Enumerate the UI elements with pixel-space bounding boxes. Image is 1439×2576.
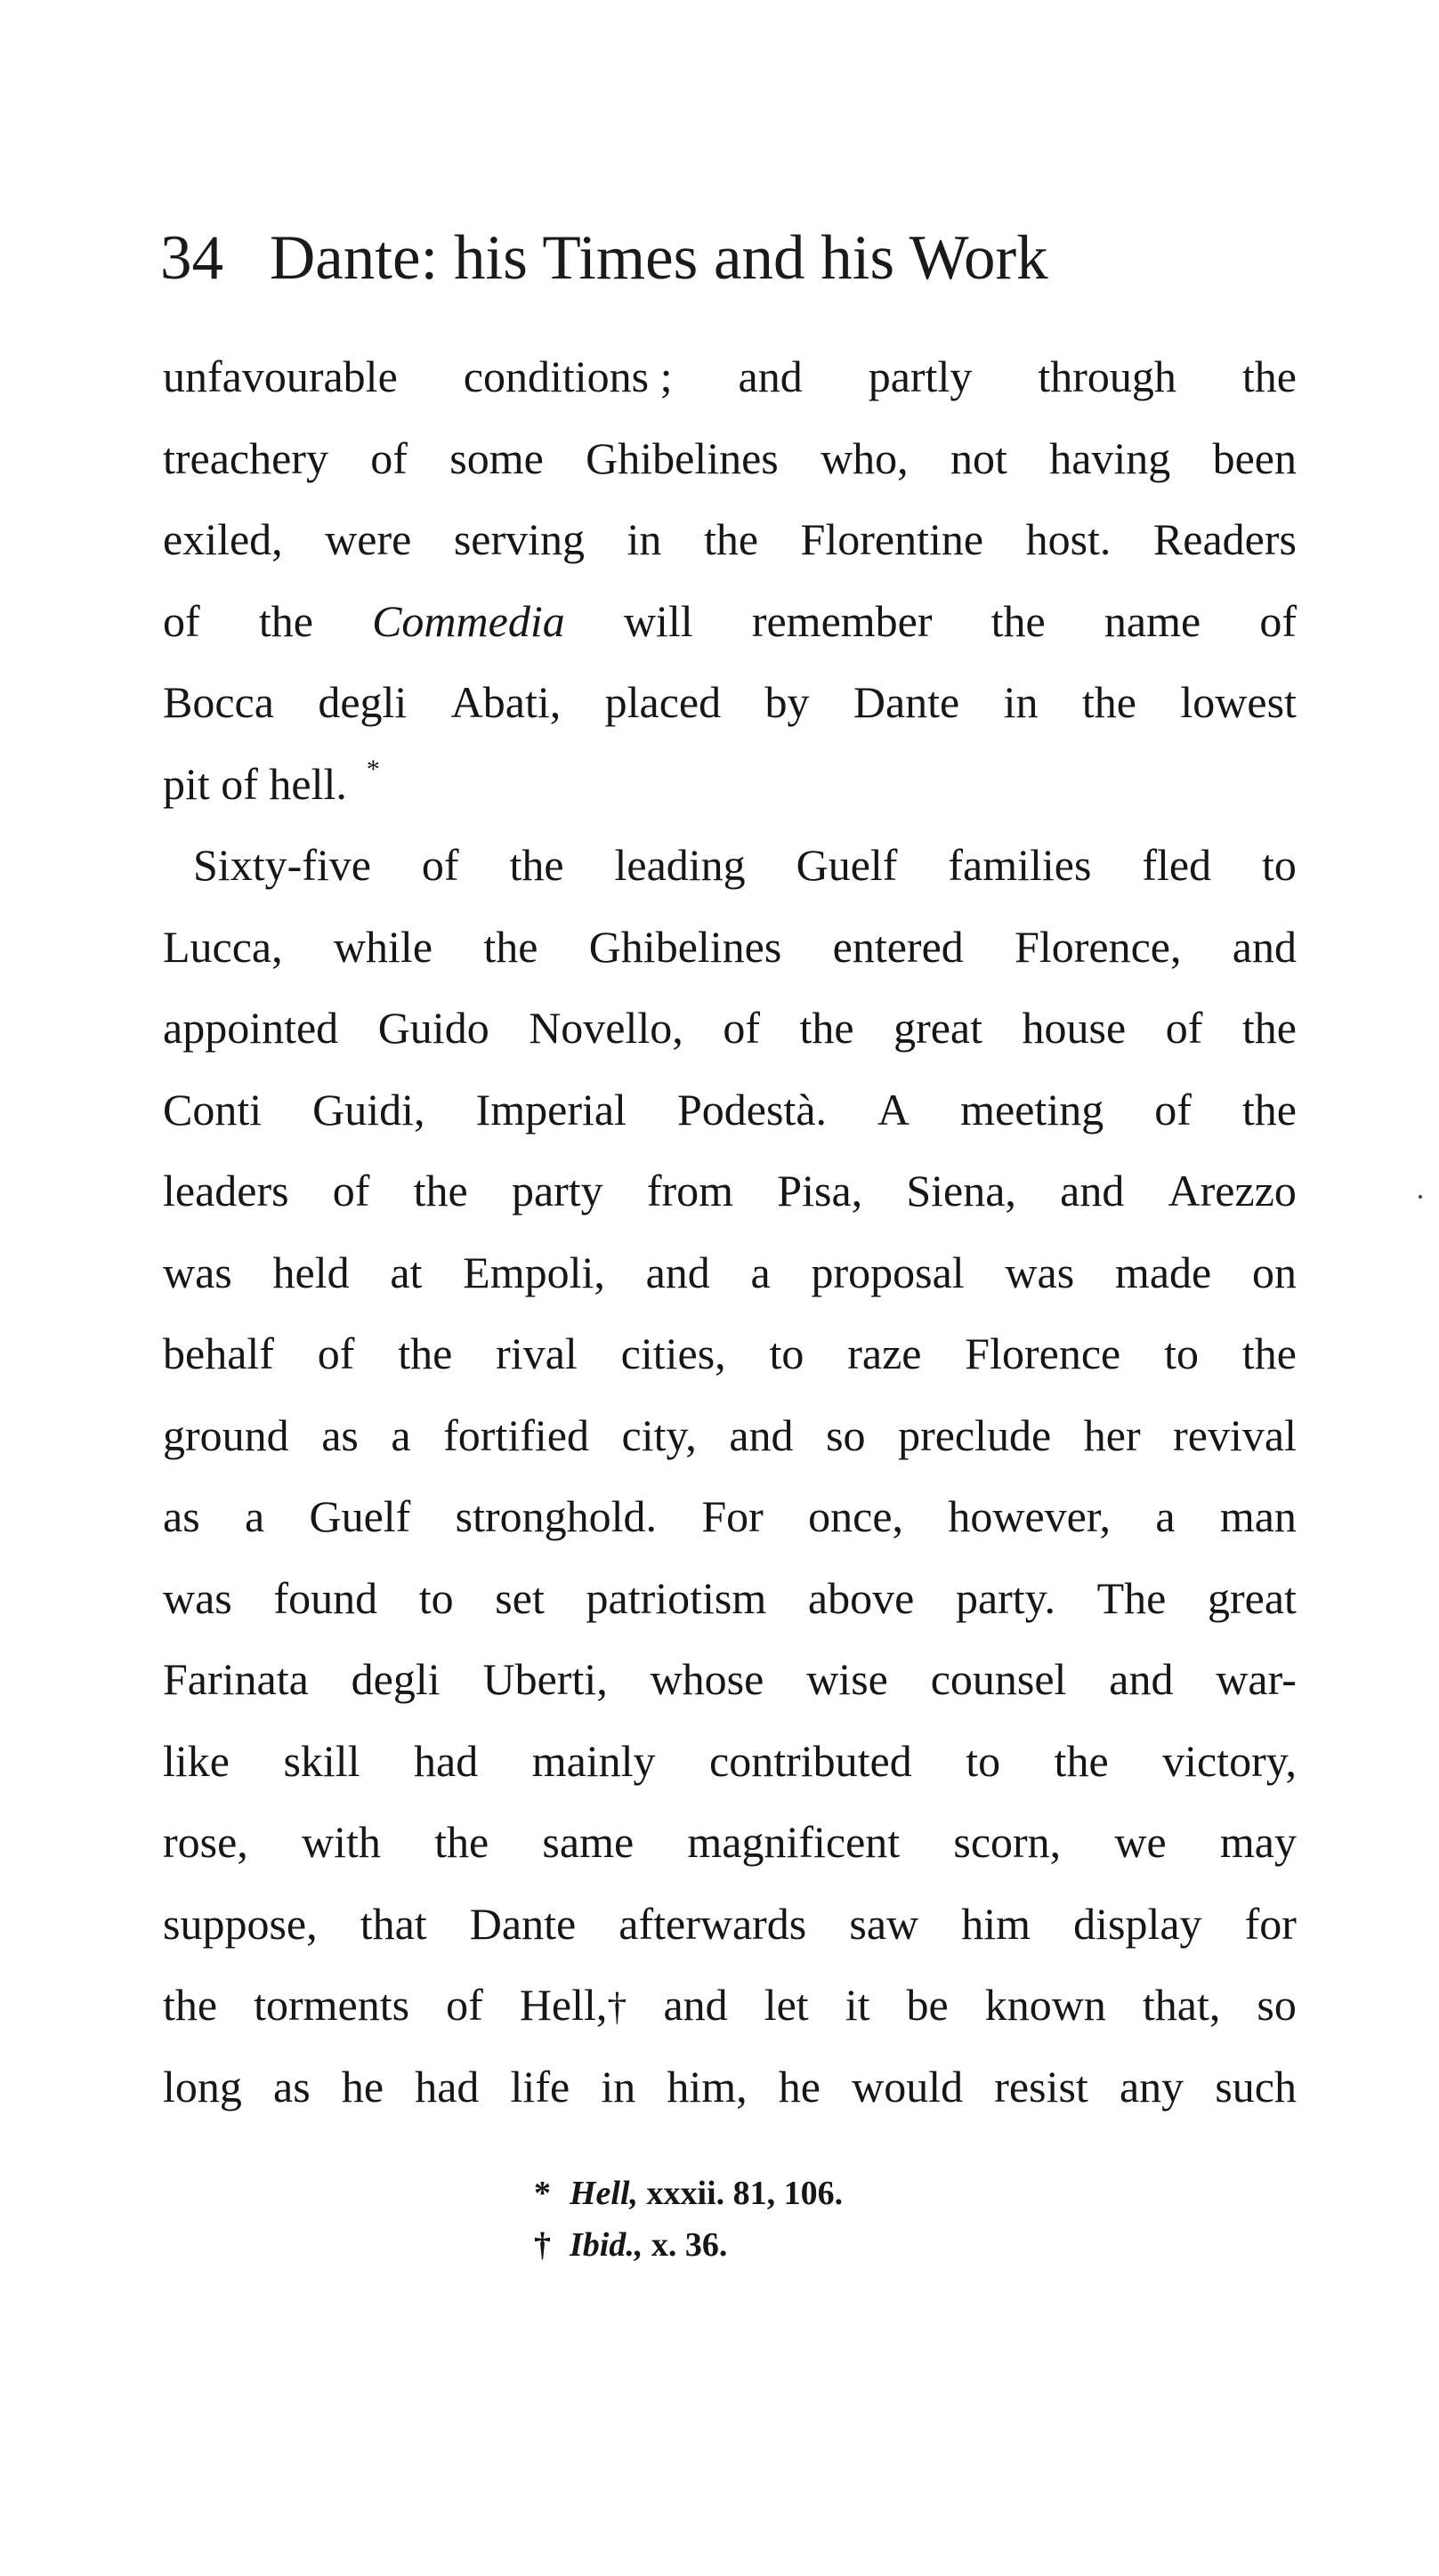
word: was: [163, 1572, 232, 1623]
word: known: [984, 1980, 1106, 2030]
text-line: [163, 1151, 1297, 1232]
word: such: [1215, 2061, 1297, 2112]
word: stronghold.: [455, 1491, 658, 1541]
word: Florence,: [1015, 921, 1182, 972]
word: of: [1165, 1003, 1203, 1053]
word: skill: [283, 1735, 360, 1786]
word: unfavourable: [163, 351, 398, 401]
word: the: [1241, 351, 1297, 401]
word: a: [750, 1247, 771, 1297]
word: proposal: [811, 1247, 965, 1297]
word: Empoli,: [463, 1247, 605, 1297]
word: Ghibelines: [586, 432, 779, 483]
word: him,: [667, 2061, 748, 2112]
word: Ghibelines: [588, 921, 782, 972]
word: were: [325, 514, 412, 564]
word: remember: [751, 595, 933, 646]
word: to: [418, 1572, 454, 1623]
word: of: [370, 432, 408, 483]
word: raze: [847, 1328, 922, 1378]
word: display: [1073, 1898, 1202, 1949]
word: of: [317, 1328, 355, 1378]
word: Novello,: [529, 1003, 683, 1053]
word: great: [1208, 1572, 1297, 1623]
word: a: [1155, 1491, 1176, 1541]
footnote-title: Hell,: [570, 2175, 639, 2212]
word: Hell,†: [519, 1980, 627, 2030]
word: the: [799, 1003, 854, 1053]
text-line: [163, 1313, 1297, 1395]
text-line: [163, 499, 1297, 581]
word: wise: [806, 1654, 888, 1704]
word: whose: [650, 1654, 764, 1704]
word: patriotism: [586, 1572, 767, 1623]
word: to: [966, 1735, 1001, 1786]
word: and: [663, 1980, 728, 2030]
word: while: [333, 921, 433, 972]
word: life: [510, 2061, 570, 2112]
word: fortified: [443, 1409, 589, 1460]
word: will: [623, 595, 693, 646]
page-number: 34: [160, 223, 223, 293]
word: above: [807, 1572, 915, 1623]
word: once,: [808, 1491, 904, 1541]
text-line: [163, 1639, 1297, 1721]
word: not: [950, 432, 1007, 483]
word: her: [1083, 1409, 1141, 1460]
word: exiled,: [163, 514, 283, 564]
word: The: [1096, 1572, 1167, 1623]
text-line: [163, 662, 1297, 744]
word: the: [413, 1166, 468, 1215]
word: house: [1022, 1003, 1127, 1053]
word: of: [332, 1166, 370, 1215]
word: the: [509, 840, 564, 890]
word: that: [360, 1898, 427, 1949]
word: and: [1109, 1654, 1174, 1704]
text-line: [163, 581, 1297, 663]
word: revival: [1173, 1409, 1297, 1460]
word: fled: [1142, 840, 1212, 890]
word: in: [627, 514, 662, 564]
word: torments: [254, 1980, 410, 2030]
word: party.: [955, 1572, 1055, 1623]
word: any: [1119, 2061, 1184, 2112]
word: mainly: [531, 1735, 656, 1786]
word: to: [1164, 1328, 1199, 1378]
word: the: [1241, 1003, 1297, 1053]
text-line: [163, 1884, 1297, 1966]
word: leaders: [163, 1166, 289, 1215]
word: entered: [832, 921, 964, 972]
footnote-marker: †: [607, 1985, 627, 2029]
word: so: [1257, 1980, 1297, 2030]
word: For: [701, 1491, 764, 1541]
word: a: [244, 1491, 265, 1541]
word: party: [511, 1166, 603, 1215]
word: great: [893, 1003, 983, 1053]
text-line: [163, 1721, 1297, 1803]
word: set: [495, 1572, 545, 1623]
word: Podestà.: [676, 1084, 828, 1135]
word: preclude: [898, 1409, 1052, 1460]
word: of: [163, 595, 200, 646]
word: was: [163, 1247, 232, 1297]
word: ground: [163, 1409, 289, 1460]
footnote: [534, 2168, 843, 2219]
footnotes: [534, 2168, 843, 2271]
word: treachery: [163, 432, 328, 483]
word: partly: [868, 351, 973, 401]
word: rose,: [163, 1817, 248, 1867]
word: Sixty-five: [193, 840, 371, 890]
word: as: [273, 2061, 311, 2112]
footnote-mark: *: [534, 2175, 551, 2212]
text-line: [163, 1802, 1297, 1884]
word: suppose,: [163, 1898, 318, 1949]
word: having: [1049, 432, 1171, 483]
word: Abati,: [450, 677, 562, 727]
word: the: [703, 514, 759, 564]
word: same: [542, 1817, 635, 1867]
word: who,: [821, 432, 909, 483]
text-line: [163, 1070, 1297, 1151]
word: cities,: [620, 1328, 726, 1378]
word: war-: [1216, 1654, 1297, 1704]
word: him: [961, 1898, 1031, 1949]
word: as: [163, 1491, 200, 1541]
word: however,: [948, 1491, 1111, 1541]
word: leading: [614, 840, 746, 890]
word: Guidi,: [312, 1084, 425, 1135]
word: that,: [1142, 1980, 1221, 2030]
word: appointed: [163, 1003, 339, 1053]
word: had: [414, 1735, 479, 1786]
word: made: [1114, 1247, 1212, 1297]
word: the: [1054, 1735, 1109, 1786]
text-line: [163, 907, 1297, 989]
running-head: [160, 218, 1048, 298]
word: behalf: [163, 1328, 274, 1378]
word: Guido: [377, 1003, 489, 1053]
word: of: [446, 1980, 483, 2030]
word: and: [1060, 1166, 1125, 1215]
word: scorn,: [953, 1817, 1062, 1867]
word: of: [421, 840, 459, 890]
word: the: [1241, 1084, 1297, 1135]
word: the: [163, 1980, 218, 2030]
word: some: [449, 432, 544, 483]
word: would: [852, 2061, 964, 2112]
word: for: [1244, 1898, 1297, 1949]
text-line: [163, 1395, 1297, 1477]
word: Imperial: [475, 1084, 627, 1135]
word: the: [1081, 677, 1136, 727]
word: he: [341, 2061, 384, 2112]
word: the: [1241, 1328, 1297, 1378]
word: let: [764, 1980, 809, 2030]
word: Bocca: [163, 677, 274, 727]
word: and: [729, 1409, 794, 1460]
word: placed: [604, 677, 722, 727]
text-line: [163, 825, 1297, 907]
running-title: Dante: his Times and his Work: [270, 223, 1048, 293]
word: Guelf: [796, 840, 898, 890]
word: in: [601, 2061, 636, 2112]
word: name: [1104, 595, 1201, 646]
word: to: [769, 1328, 804, 1378]
text-line: [163, 418, 1297, 500]
word: resist: [994, 2061, 1088, 2112]
word: may: [1219, 1817, 1297, 1867]
text-line: [163, 744, 1297, 826]
word: A: [877, 1084, 910, 1135]
footnote-marker: *: [366, 754, 380, 784]
footnote-title: Ibid.,: [570, 2226, 643, 2264]
word: afterwards: [618, 1898, 807, 1949]
word: a: [391, 1409, 411, 1460]
word: Dante: [469, 1898, 577, 1949]
word: Pisa,: [777, 1166, 863, 1215]
word: saw: [849, 1898, 919, 1949]
word: and: [1232, 921, 1297, 972]
text-line: [163, 988, 1297, 1070]
word: the: [258, 595, 313, 646]
word: Lucca,: [163, 921, 283, 972]
footnote-ref: x. 36.: [651, 2226, 728, 2264]
word: at: [390, 1247, 423, 1297]
word: contributed: [709, 1735, 912, 1786]
word: conditions ;: [463, 351, 673, 401]
word: lowest: [1180, 677, 1297, 727]
word: of: [723, 1003, 760, 1053]
word: found: [273, 1572, 378, 1623]
word: of: [1259, 595, 1297, 646]
word: victory,: [1162, 1735, 1297, 1786]
word: the: [434, 1817, 489, 1867]
word: long: [163, 2061, 242, 2112]
text-line: [163, 2047, 1297, 2128]
word: Dante: [853, 677, 960, 727]
scan-speck: [1419, 1195, 1422, 1199]
word: Siena,: [906, 1166, 1016, 1215]
word: been: [1212, 432, 1297, 483]
footnote: [534, 2219, 843, 2271]
word: like: [163, 1735, 230, 1786]
text-line: [163, 1558, 1297, 1640]
word: Farinata: [163, 1654, 309, 1704]
word: counsel: [930, 1654, 1067, 1704]
body-text: [163, 336, 1297, 2128]
word: Readers: [1152, 514, 1297, 564]
word: held: [272, 1247, 350, 1297]
line-text: pit of hell. *: [163, 754, 380, 809]
word: man: [1219, 1491, 1297, 1541]
word: Conti: [163, 1084, 263, 1135]
word: be: [906, 1980, 949, 2030]
word: degli: [318, 677, 408, 727]
word: through: [1038, 351, 1176, 401]
word: Guelf: [309, 1491, 411, 1541]
word: with: [302, 1817, 381, 1867]
word: and: [738, 351, 803, 401]
word: host.: [1025, 514, 1112, 564]
italic-title: Commedia: [372, 595, 565, 646]
word: the: [483, 921, 538, 972]
text-line: [163, 336, 1297, 418]
footnote-mark: †: [534, 2226, 551, 2264]
word: Florence: [965, 1328, 1121, 1378]
word: Florentine: [800, 514, 984, 564]
word: the: [990, 595, 1046, 646]
word: it: [845, 1980, 870, 2030]
word: rival: [496, 1328, 578, 1378]
word: so: [826, 1409, 866, 1460]
word: the: [398, 1328, 453, 1378]
word: we: [1114, 1817, 1167, 1867]
word: on: [1251, 1247, 1297, 1297]
text-line: [163, 1232, 1297, 1314]
word: and: [645, 1247, 710, 1297]
word: meeting: [960, 1084, 1104, 1135]
word: degli: [351, 1654, 441, 1704]
word: in: [1003, 677, 1039, 727]
word: to: [1262, 840, 1297, 890]
footnote-ref: xxxii. 81, 106.: [646, 2175, 844, 2212]
word: serving: [453, 514, 586, 564]
word: he: [778, 2061, 821, 2112]
text-line: [163, 1476, 1297, 1558]
word: city,: [621, 1409, 697, 1460]
word: from: [646, 1166, 734, 1215]
word: had: [415, 2061, 480, 2112]
word: Uberti,: [482, 1654, 608, 1704]
word: was: [1005, 1247, 1075, 1297]
word: by: [764, 677, 810, 727]
word: families: [948, 840, 1092, 890]
word: of: [1154, 1084, 1192, 1135]
text-line: [163, 1965, 1297, 2047]
word: as: [321, 1409, 359, 1460]
word: Arezzo: [1168, 1166, 1297, 1215]
word: magnificent: [687, 1817, 901, 1867]
